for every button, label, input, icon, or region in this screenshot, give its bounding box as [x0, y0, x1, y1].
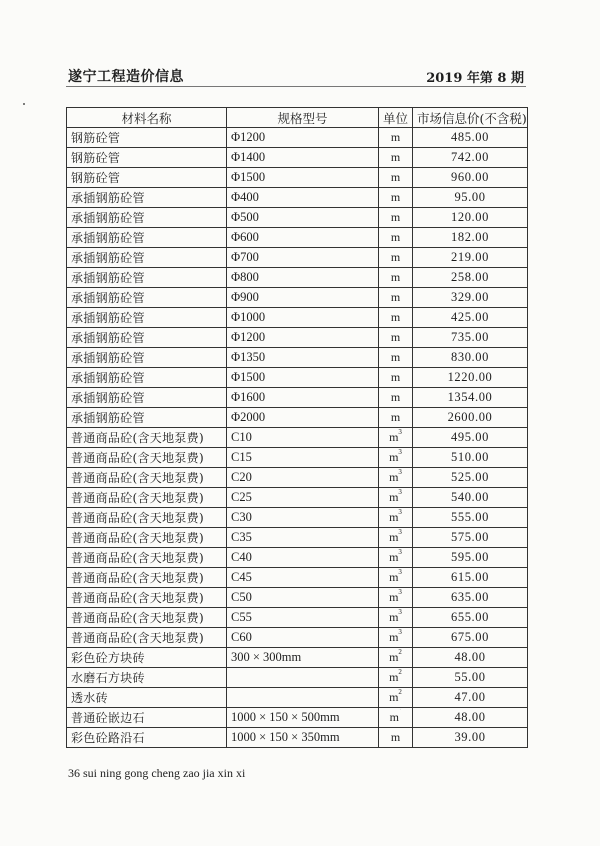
unit-exponent: 3: [398, 528, 402, 536]
price-cell: 615.00: [413, 568, 528, 588]
price-cell: 575.00: [413, 528, 528, 548]
material-name-cell: 彩色砼路沿石: [67, 728, 227, 748]
material-name-cell: 承插钢筋砼管: [67, 408, 227, 428]
price-cell: 1220.00: [413, 368, 528, 388]
column-header-spec: 规格型号: [227, 108, 379, 128]
unit-cell: [379, 708, 413, 728]
unit-cell: [379, 408, 413, 428]
table-row: [67, 448, 528, 468]
spec-cell: Φ1350: [227, 348, 379, 368]
table-row: [67, 668, 528, 688]
material-name-cell: 承插钢筋砼管: [67, 288, 227, 308]
table-row: [67, 488, 528, 508]
unit-cell: [379, 128, 413, 148]
table-row: [67, 708, 528, 728]
spec-cell: C10: [227, 428, 379, 448]
spec-cell: Φ1200: [227, 328, 379, 348]
unit-base: m: [389, 450, 399, 464]
unit-base: m: [390, 410, 401, 424]
price-cell: 595.00: [413, 548, 528, 568]
table-row: [67, 148, 528, 168]
unit-cell: [379, 648, 413, 668]
price-cell: 735.00: [413, 328, 528, 348]
table-row: [67, 608, 528, 628]
unit-exponent: 3: [398, 488, 402, 496]
price-cell: 182.00: [413, 228, 528, 248]
material-name-cell: 承插钢筋砼管: [67, 228, 227, 248]
material-name-cell: 承插钢筋砼管: [67, 268, 227, 288]
price-cell: 55.00: [413, 668, 528, 688]
material-name-cell: 普通商品砼(含天地泵费): [67, 628, 227, 648]
unit-base: m: [390, 190, 401, 204]
unit-cell: [379, 608, 413, 628]
spec-cell: Φ1600: [227, 388, 379, 408]
table-row: [67, 248, 528, 268]
price-cell: 655.00: [413, 608, 528, 628]
price-cell: 120.00: [413, 208, 528, 228]
unit-cell: [379, 468, 413, 488]
unit-cell: [379, 728, 413, 748]
price-cell: 960.00: [413, 168, 528, 188]
unit-base: m: [390, 330, 401, 344]
unit-cell: [379, 688, 413, 708]
unit-base: m: [390, 390, 401, 404]
unit-cell: [379, 228, 413, 248]
unit-base: m: [389, 470, 399, 484]
unit-cell: [379, 168, 413, 188]
table-row: [67, 328, 528, 348]
spec-cell: 1000 × 150 × 350mm: [227, 728, 379, 748]
spec-cell: C55: [227, 608, 379, 628]
price-cell: 540.00: [413, 488, 528, 508]
table-row: [67, 208, 528, 228]
material-name-cell: 彩色砼方块砖: [67, 648, 227, 668]
table-body: [67, 128, 528, 748]
unit-exponent: 3: [398, 448, 402, 456]
table-row: [67, 348, 528, 368]
unit-cell: [379, 488, 413, 508]
material-name-cell: 普通商品砼(含天地泵费): [67, 488, 227, 508]
unit-base: m: [390, 290, 401, 304]
material-name-cell: 透水砖: [67, 688, 227, 708]
unit-cell: [379, 348, 413, 368]
table-row: [67, 688, 528, 708]
unit-base: m: [390, 370, 401, 384]
table-row: [67, 408, 528, 428]
unit-cell: [379, 268, 413, 288]
table-row: [67, 428, 528, 448]
spec-cell: Φ1400: [227, 148, 379, 168]
issue-label: 2019 年第 8 期: [426, 71, 524, 86]
unit-cell: [379, 288, 413, 308]
table-row: [67, 648, 528, 668]
price-cell: 258.00: [413, 268, 528, 288]
price-cell: 510.00: [413, 448, 528, 468]
unit-base: m: [389, 610, 399, 624]
unit-cell: [379, 188, 413, 208]
price-cell: 495.00: [413, 428, 528, 448]
spec-cell: Φ800: [227, 268, 379, 288]
material-name-cell: 普通商品砼(含天地泵费): [67, 588, 227, 608]
table-row: [67, 728, 528, 748]
unit-base: m: [389, 690, 399, 704]
material-name-cell: 普通商品砼(含天地泵费): [67, 428, 227, 448]
spec-cell: C40: [227, 548, 379, 568]
material-name-cell: 承插钢筋砼管: [67, 328, 227, 348]
price-cell: 2600.00: [413, 408, 528, 428]
scan-speck: [23, 103, 25, 105]
price-cell: 485.00: [413, 128, 528, 148]
spec-cell: Φ2000: [227, 408, 379, 428]
spec-cell: 300 × 300mm: [227, 648, 379, 668]
price-cell: 48.00: [413, 708, 528, 728]
material-name-cell: 普通砼嵌边石: [67, 708, 227, 728]
unit-base: m: [390, 130, 401, 144]
spec-cell: C15: [227, 448, 379, 468]
unit-base: m: [390, 270, 401, 284]
column-header-unit: 单位: [379, 108, 413, 128]
price-cell: 830.00: [413, 348, 528, 368]
spec-cell: Φ1200: [227, 128, 379, 148]
table-row: [67, 228, 528, 248]
unit-cell: [379, 208, 413, 228]
material-name-cell: 普通商品砼(含天地泵费): [67, 528, 227, 548]
spec-cell: [227, 688, 379, 708]
spec-cell: Φ1000: [227, 308, 379, 328]
unit-cell: [379, 328, 413, 348]
unit-cell: [379, 148, 413, 168]
material-name-cell: 普通商品砼(含天地泵费): [67, 608, 227, 628]
unit-exponent: 3: [398, 548, 402, 556]
unit-cell: [379, 668, 413, 688]
unit-base: m: [390, 170, 401, 184]
unit-base: m: [389, 570, 399, 584]
price-cell: 329.00: [413, 288, 528, 308]
spec-cell: Φ1500: [227, 368, 379, 388]
material-name-cell: 承插钢筋砼管: [67, 348, 227, 368]
unit-cell: [379, 448, 413, 468]
spec-cell: [227, 668, 379, 688]
unit-base: m: [390, 150, 401, 164]
table-header-row: [67, 108, 528, 128]
unit-exponent: 3: [398, 588, 402, 596]
material-name-cell: 钢筋砼管: [67, 168, 227, 188]
unit-exponent: 2: [398, 668, 402, 676]
table-row: [67, 588, 528, 608]
unit-base: m: [390, 310, 401, 324]
table-row: [67, 388, 528, 408]
unit-exponent: 3: [398, 628, 402, 636]
material-name-cell: 承插钢筋砼管: [67, 308, 227, 328]
material-name-cell: 承插钢筋砼管: [67, 388, 227, 408]
price-cell: 48.00: [413, 648, 528, 668]
table-row: [67, 168, 528, 188]
table-row: [67, 468, 528, 488]
table-row: [67, 568, 528, 588]
price-cell: 39.00: [413, 728, 528, 748]
column-header-price: 市场信息价(不含税): [413, 108, 528, 128]
unit-base: m: [390, 250, 401, 264]
table-row: [67, 188, 528, 208]
material-name-cell: 普通商品砼(含天地泵费): [67, 568, 227, 588]
material-name-cell: 承插钢筋砼管: [67, 208, 227, 228]
unit-base: m: [389, 710, 399, 724]
unit-base: m: [389, 530, 399, 544]
spec-cell: C35: [227, 528, 379, 548]
unit-base: m: [389, 550, 399, 564]
unit-cell: [379, 568, 413, 588]
unit-cell: [379, 388, 413, 408]
unit-base: m: [389, 650, 399, 664]
spec-cell: C50: [227, 588, 379, 608]
unit-base: m: [389, 510, 399, 524]
unit-base: m: [390, 350, 401, 364]
publication-title: 遂宁工程造价信息: [68, 69, 184, 85]
table-row: [67, 268, 528, 288]
column-header-material-name: 材料名称: [67, 108, 227, 128]
material-name-cell: 承插钢筋砼管: [67, 248, 227, 268]
table-row: [67, 288, 528, 308]
price-cell: 425.00: [413, 308, 528, 328]
unit-cell: [379, 308, 413, 328]
unit-base: m: [390, 210, 401, 224]
price-cell: 742.00: [413, 148, 528, 168]
unit-cell: [379, 248, 413, 268]
spec-cell: C30: [227, 508, 379, 528]
unit-cell: [379, 588, 413, 608]
price-cell: 675.00: [413, 628, 528, 648]
material-name-cell: 钢筋砼管: [67, 128, 227, 148]
material-name-cell: 承插钢筋砼管: [67, 188, 227, 208]
faded-superscript-mark: ˈ: [399, 708, 402, 716]
price-cell: 555.00: [413, 508, 528, 528]
unit-exponent: 2: [398, 648, 402, 656]
material-name-cell: 承插钢筋砼管: [67, 368, 227, 388]
material-name-cell: 普通商品砼(含天地泵费): [67, 508, 227, 528]
price-cell: 47.00: [413, 688, 528, 708]
price-cell: 525.00: [413, 468, 528, 488]
unit-cell: [379, 528, 413, 548]
unit-exponent: 3: [398, 508, 402, 516]
price-cell: 95.00: [413, 188, 528, 208]
unit-cell: [379, 508, 413, 528]
page-footer: 36 sui ning gong cheng zao jia xin xi: [68, 766, 246, 780]
material-name-cell: 普通商品砼(含天地泵费): [67, 468, 227, 488]
price-cell: 219.00: [413, 248, 528, 268]
unit-base: m: [389, 630, 399, 644]
unit-exponent: 3: [398, 428, 402, 436]
unit-exponent: 3: [398, 468, 402, 476]
table-row: [67, 308, 528, 328]
unit-exponent: 2: [398, 688, 402, 696]
running-header: [66, 66, 526, 87]
spec-cell: 1000 × 150 × 500mm: [227, 708, 379, 728]
unit-base: m: [389, 670, 399, 684]
spec-cell: Φ400: [227, 188, 379, 208]
spec-cell: C45: [227, 568, 379, 588]
spec-cell: Φ500: [227, 208, 379, 228]
spec-cell: C60: [227, 628, 379, 648]
table-row: [67, 508, 528, 528]
price-table: [66, 107, 528, 748]
unit-cell: [379, 428, 413, 448]
spec-cell: Φ700: [227, 248, 379, 268]
table-row: [67, 128, 528, 148]
spec-cell: Φ900: [227, 288, 379, 308]
unit-exponent: 3: [398, 608, 402, 616]
table-row: [67, 528, 528, 548]
table-row: [67, 368, 528, 388]
unit-base: m: [390, 730, 401, 744]
table-row: [67, 628, 528, 648]
unit-base: m: [390, 230, 401, 244]
unit-base: m: [389, 430, 399, 444]
spec-cell: C25: [227, 488, 379, 508]
unit-base: m: [389, 590, 399, 604]
spec-cell: C20: [227, 468, 379, 488]
material-name-cell: 钢筋砼管: [67, 148, 227, 168]
table-row: [67, 548, 528, 568]
unit-cell: [379, 628, 413, 648]
spec-cell: Φ1500: [227, 168, 379, 188]
unit-cell: [379, 548, 413, 568]
unit-base: m: [389, 490, 399, 504]
price-cell: 1354.00: [413, 388, 528, 408]
material-name-cell: 普通商品砼(含天地泵费): [67, 548, 227, 568]
material-name-cell: 普通商品砼(含天地泵费): [67, 448, 227, 468]
spec-cell: Φ600: [227, 228, 379, 248]
material-name-cell: 水磨石方块砖: [67, 668, 227, 688]
unit-exponent: 3: [398, 568, 402, 576]
unit-cell: [379, 368, 413, 388]
price-cell: 635.00: [413, 588, 528, 608]
